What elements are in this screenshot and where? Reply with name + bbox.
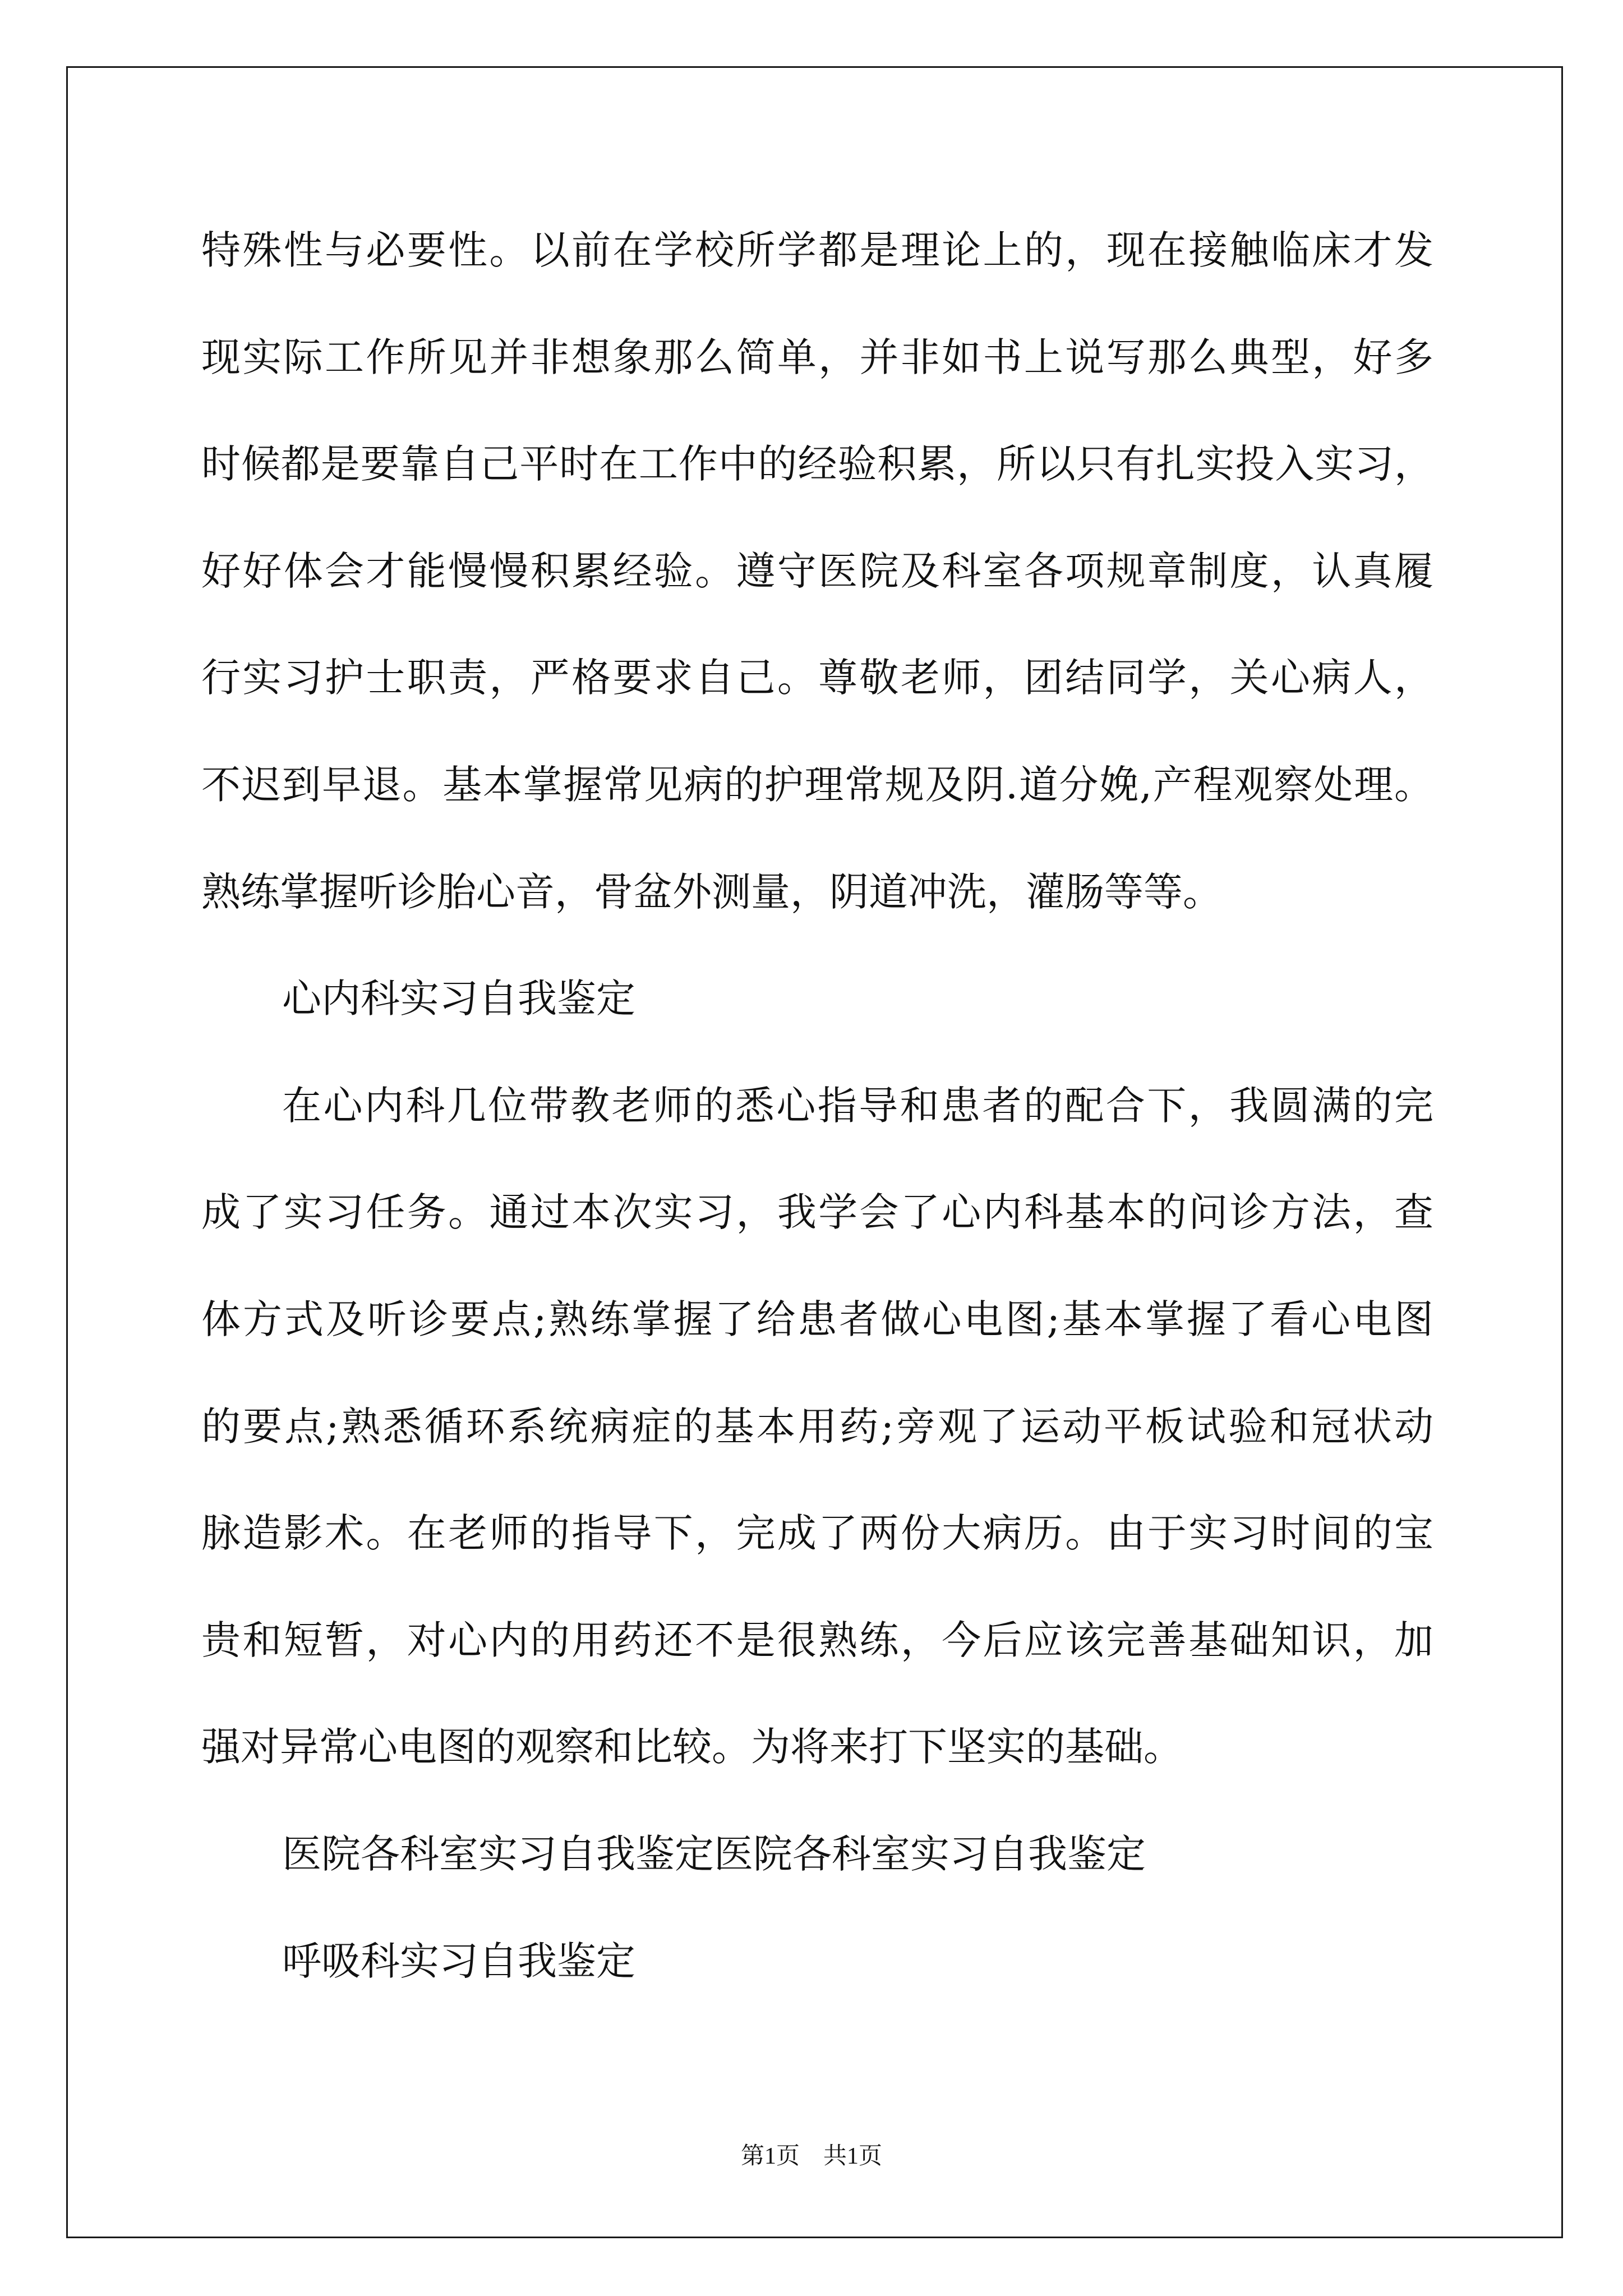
heading-paragraph bbox=[201, 1801, 1433, 1908]
text-line: 贵和短暂，对心内的用药还不是很熟练，今后应该完善基础知识，加 bbox=[201, 1617, 1433, 1663]
text-line: 成了实习任务。通过本次实习，我学会了心内科基本的问诊方法，查 bbox=[201, 1189, 1433, 1236]
section-heading: 医院各科室实习自我鉴定医院各科室实习自我鉴定 bbox=[282, 1830, 1146, 1877]
section-heading: 呼吸科实习自我鉴定 bbox=[282, 1938, 635, 1984]
section-heading: 心内科实习自我鉴定 bbox=[282, 976, 635, 1022]
heading-paragraph bbox=[201, 1908, 1433, 2015]
text-line: 强对异常心电图的观察和比较。为将来打下坚实的基础。 bbox=[201, 1724, 1183, 1770]
paragraph-continued bbox=[201, 197, 1433, 945]
text-line: 体方式及听诊要点;熟练掌握了给患者做心电图;基本掌握了看心电图 bbox=[201, 1296, 1433, 1342]
text-line: 行实习护士职责，严格要求自己。尊敬老师，团结同学，关心病人， bbox=[201, 655, 1433, 701]
text-line: 脉造影术。在老师的指导下，完成了两份大病历。由于实习时间的宝 bbox=[201, 1510, 1433, 1557]
text-line: 好好体会才能慢慢积累经验。遵守医院及科室各项规章制度，认真履 bbox=[201, 547, 1433, 594]
text-line: 的要点;熟悉循环系统病症的基本用药;旁观了运动平板试验和冠状动 bbox=[201, 1403, 1433, 1450]
text-line: 时候都是要靠自己平时在工作中的经验积累，所以只有扎实投入实习， bbox=[201, 441, 1433, 487]
text-line: 不迟到早退。基本掌握常见病的护理常规及阴.道分娩,产程观察处理。 bbox=[201, 761, 1433, 808]
text-line: 现实际工作所见并非想象那么简单，并非如书上说写那么典型，好多 bbox=[201, 334, 1433, 380]
document-body bbox=[201, 197, 1433, 2014]
text-line: 在心内科几位带教老师的悉心指导和患者的配合下，我圆满的完 bbox=[282, 1082, 1433, 1129]
heading-paragraph bbox=[201, 945, 1433, 1052]
page-footer: 第1页 共1页 bbox=[740, 2143, 882, 2169]
paragraph bbox=[201, 1052, 1433, 1801]
text-line: 熟练掌握听诊胎心音，骨盆外测量，阴道冲洗，灌肠等等。 bbox=[201, 868, 1222, 915]
text-line: 特殊性与必要性。以前在学校所学都是理论上的，现在接触临床才发 bbox=[201, 227, 1433, 273]
